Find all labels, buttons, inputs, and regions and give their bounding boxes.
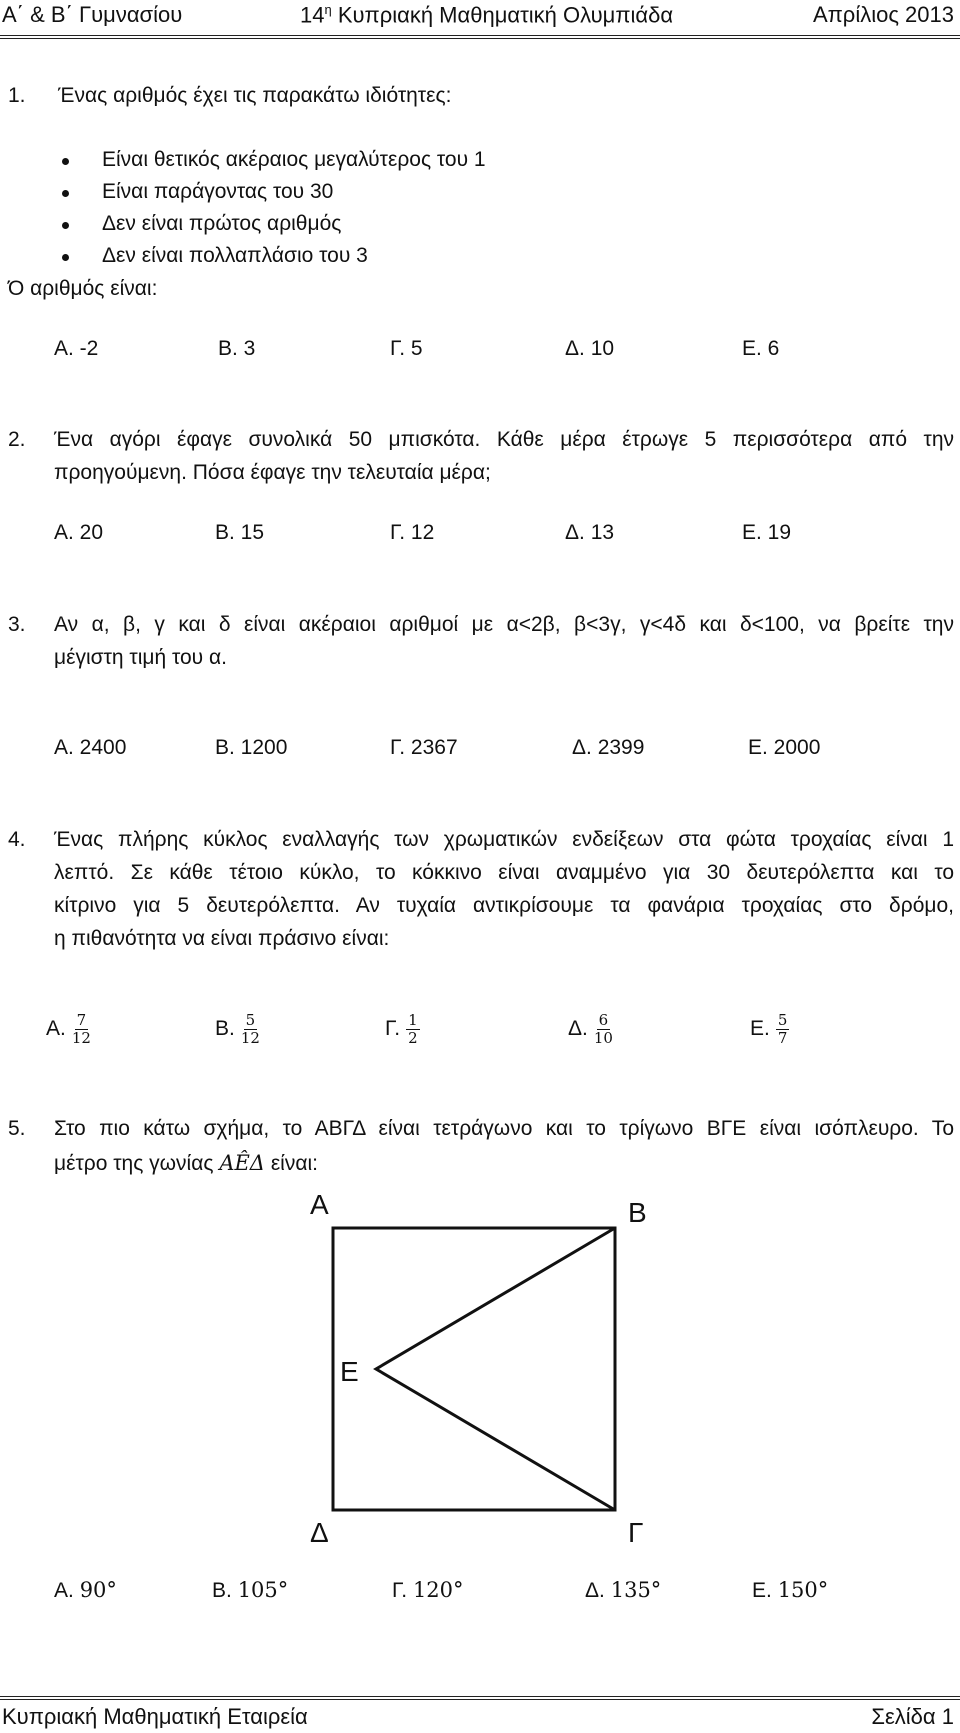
option-e: Ε. 6 [742,337,780,360]
label-b: Β [628,1197,647,1228]
label-e: Ε [340,1356,359,1387]
option-d: Δ. 13 [565,521,615,544]
option-d: Δ. $\frac{6}{10}$ [568,1011,613,1047]
question-number: 2. [8,428,26,451]
question-text-line: Αν α, β, γ και δ είναι ακέραιοι αριθμοί με α<2β, β<3γ, γ<4δ και δ<100, να βρείτε την [54,613,954,636]
option-d: Δ. 135° [585,1578,662,1602]
option-b: Β. $\frac{5}{12}$ [215,1011,260,1047]
option-a: Α. 90° [54,1578,117,1602]
page-header [0,2,960,32]
option-c: Γ. 120° [392,1578,464,1602]
footer-organization: Κυπριακή Μαθηματική Εταιρεία [2,1704,308,1729]
property-item: Είναι θετικός ακέραιος μεγαλύτερος του 1 [102,148,486,171]
footer-divider-second [0,1699,960,1700]
question-number: 1. [8,84,26,107]
option-d: Δ. 2399 [572,736,645,759]
question-text-line: η πιθανότητα να είναι πράσινο είναι: [54,927,390,950]
header-date: Απρίλιος 2013 [812,2,954,27]
square-triangle-figure [290,1180,670,1550]
option-a: Α. 2400 [54,736,127,759]
option-a: Α. 20 [54,521,104,544]
question-text-line: μέγιστη τιμή του α. [54,646,227,669]
option-b: Β. 15 [215,521,265,544]
question-text-line: προηγούμενη. Πόσα έφαγε την τελευταία μέρα; [54,461,491,484]
label-d: Δ [310,1517,329,1548]
question-number: 3. [8,613,26,636]
option-e: Ε. 19 [742,521,792,544]
question-number: 5. [8,1117,26,1140]
option-d: Δ. 10 [565,337,615,360]
option-b: Β. 105° [212,1578,289,1602]
question-text: Ένας αριθμός έχει τις παρακάτω ιδιότητες: [58,84,452,107]
label-g: Γ [628,1517,644,1548]
footer-divider [0,1696,960,1697]
option-c: Γ. 5 [390,337,423,360]
question-text-line: λεπτό. Σε κάθε τέτοιο κύκλο, το κόκκινο είναι αναμμένο για 30 δευτερόλεπτα και το [54,861,954,884]
label-a: Α [310,1189,329,1220]
option-b: Β. 3 [218,337,256,360]
option-c: Γ. $\frac{1}{2}$ [385,1011,418,1047]
option-c: Γ. 12 [390,521,435,544]
option-e: Ε. 150° [752,1578,829,1602]
question-text-line: Στο πιο κάτω σχήμα, το ΑΒΓΔ είναι τετράγωνο και το τρίγωνο ΒΓΕ είναι ισόπλευρο. Το [54,1117,954,1140]
question-text-line: κίτρινο για 5 δευτερόλεπτα. Αν τυχαία αντικρίσουμε τα φανάρια τροχαίας στο δρόμο, [54,894,954,917]
footer-page-number: Σελίδα 1 [871,1704,954,1729]
question-prompt: Ό αριθμός είναι: [8,277,158,300]
option-c: Γ. 2367 [390,736,458,759]
header-divider [0,35,960,36]
question-number: 4. [8,828,26,851]
option-a: Α. $\frac{7}{12}$ [46,1011,91,1047]
question-text-line: Ένα αγόρι έφαγε συνολικά 50 μπισκότα. Κάθε μέρα έτρωγε 5 περισσότερα από την [54,428,954,451]
option-e: Ε. 2000 [748,736,821,759]
option-a: Α. -2 [54,337,99,360]
property-item: Δεν είναι πολλαπλάσιο του 3 [102,244,368,267]
header-grade: Α΄ & Β΄ Γυμνασίου [2,2,183,27]
property-item: Δεν είναι πρώτος αριθμός [102,212,342,235]
option-e: Ε. $\frac{5}{7}$ [750,1011,788,1047]
question-text-line: μέτρο της γωνίας ΑÊΔ είναι: [54,1151,318,1175]
triangle-side-be [376,1228,615,1510]
angle-symbol: ΑÊΔ [219,1151,265,1175]
option-b: Β. 1200 [215,736,288,759]
property-item: Είναι παράγοντας του 30 [102,180,334,203]
question-text-line: Ένας πλήρης κύκλος εναλλαγής των χρωματικών ενδείξεων στα φώτα τροχαίας είναι 1 [54,828,954,851]
header-divider-second [0,38,960,39]
header-title: $14^\eta$ Κυπριακή Μαθηματική Ολυμπιάδα [300,2,674,28]
